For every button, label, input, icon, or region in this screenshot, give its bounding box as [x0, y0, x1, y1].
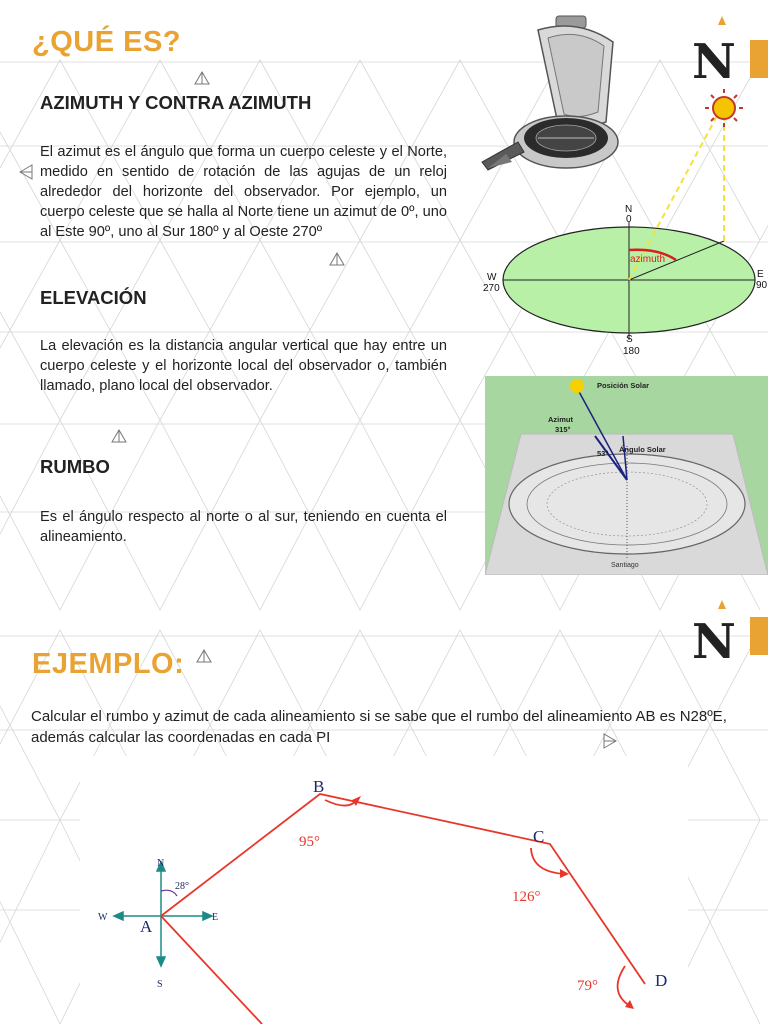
azimuth-diagram: [478, 84, 768, 364]
label-e-value: 90: [756, 280, 768, 291]
north-logo-icon-2: [690, 598, 740, 666]
angle-d: 79°: [577, 978, 598, 994]
section-text-azimuth: El azimut es el ángulo que forma un cuerpo celeste y el Norte, medido en sentido de rotación de las agujas de un reloj alrededor del horizonte del observador. Por ejemplo, un cuerpo celeste que se halla al Norte tiene un azimut de 0º, uno al Este 90º, uno al Sur 180º y al Oeste 270º: [40, 144, 447, 240]
traverse-diagram: [80, 756, 688, 1024]
section-heading-elevation: ELEVACIÓN: [40, 287, 147, 308]
logo-accent-bar: [750, 40, 768, 78]
label-w-value: 270: [483, 283, 500, 294]
example-text: Calcular el rumbo y azimut de cada alineamiento si se sabe que el rumbo del alineamiento AB es N28ºE, además calcular las coordenadas en cada PI: [31, 708, 727, 746]
label-solar-position: Posición Solar: [597, 381, 650, 390]
page-title: ¿QUÉ ES?: [32, 26, 182, 58]
section-text-rumbo: Es el ángulo respecto al norte o al sur, teniendo en cuenta el alineamiento.: [40, 509, 447, 545]
label-elevation-value: 53°: [597, 449, 609, 458]
section-heading-rumbo: RUMBO: [40, 456, 110, 477]
solar-position-illustration: [485, 376, 768, 575]
point-c: C: [533, 827, 545, 846]
svg-text:N: N: [692, 34, 736, 82]
north-logo-2: [690, 598, 740, 666]
compass-s: S: [157, 979, 163, 990]
label-azimut: Azimut: [548, 415, 573, 424]
section-heading-azimuth: AZIMUTH Y CONTRA AZIMUTH: [40, 92, 312, 113]
svg-text:N: N: [692, 614, 736, 666]
sun-position-icon: [570, 379, 584, 393]
bearing-angle: 28°: [175, 881, 189, 892]
point-b: B: [313, 777, 325, 796]
point-d: D: [655, 971, 668, 990]
compass-e: E: [212, 912, 219, 923]
label-solar-angle: Ángulo Solar: [619, 445, 666, 454]
point-a: A: [140, 917, 153, 936]
north-logo-icon: [690, 14, 740, 82]
section-text-elevation: La elevación es la distancia angular vertical que hay entre un cuerpo celeste y el horizonte local del observador o, también llamado, plano local del observador.: [40, 338, 447, 394]
label-n-value: 0: [626, 214, 632, 225]
label-w: W: [487, 272, 497, 283]
angle-b: 95°: [299, 834, 320, 850]
compass-w: W: [98, 912, 108, 923]
label-s: S: [626, 334, 633, 345]
compass-n: N: [157, 858, 165, 869]
label-e: E: [757, 269, 764, 280]
label-s-value: 180: [623, 346, 640, 357]
north-logo: [690, 14, 740, 82]
logo-accent-bar-2: [750, 617, 768, 655]
example-title: EJEMPLO:: [32, 648, 185, 680]
label-place: Santiago: [611, 562, 639, 569]
sun-icon: [705, 89, 743, 127]
angle-c: 126°: [512, 889, 541, 905]
label-azimuth-angle: azimuth: [630, 254, 666, 265]
label-n: N: [625, 204, 633, 215]
label-azimut-value: 315°: [555, 425, 571, 434]
